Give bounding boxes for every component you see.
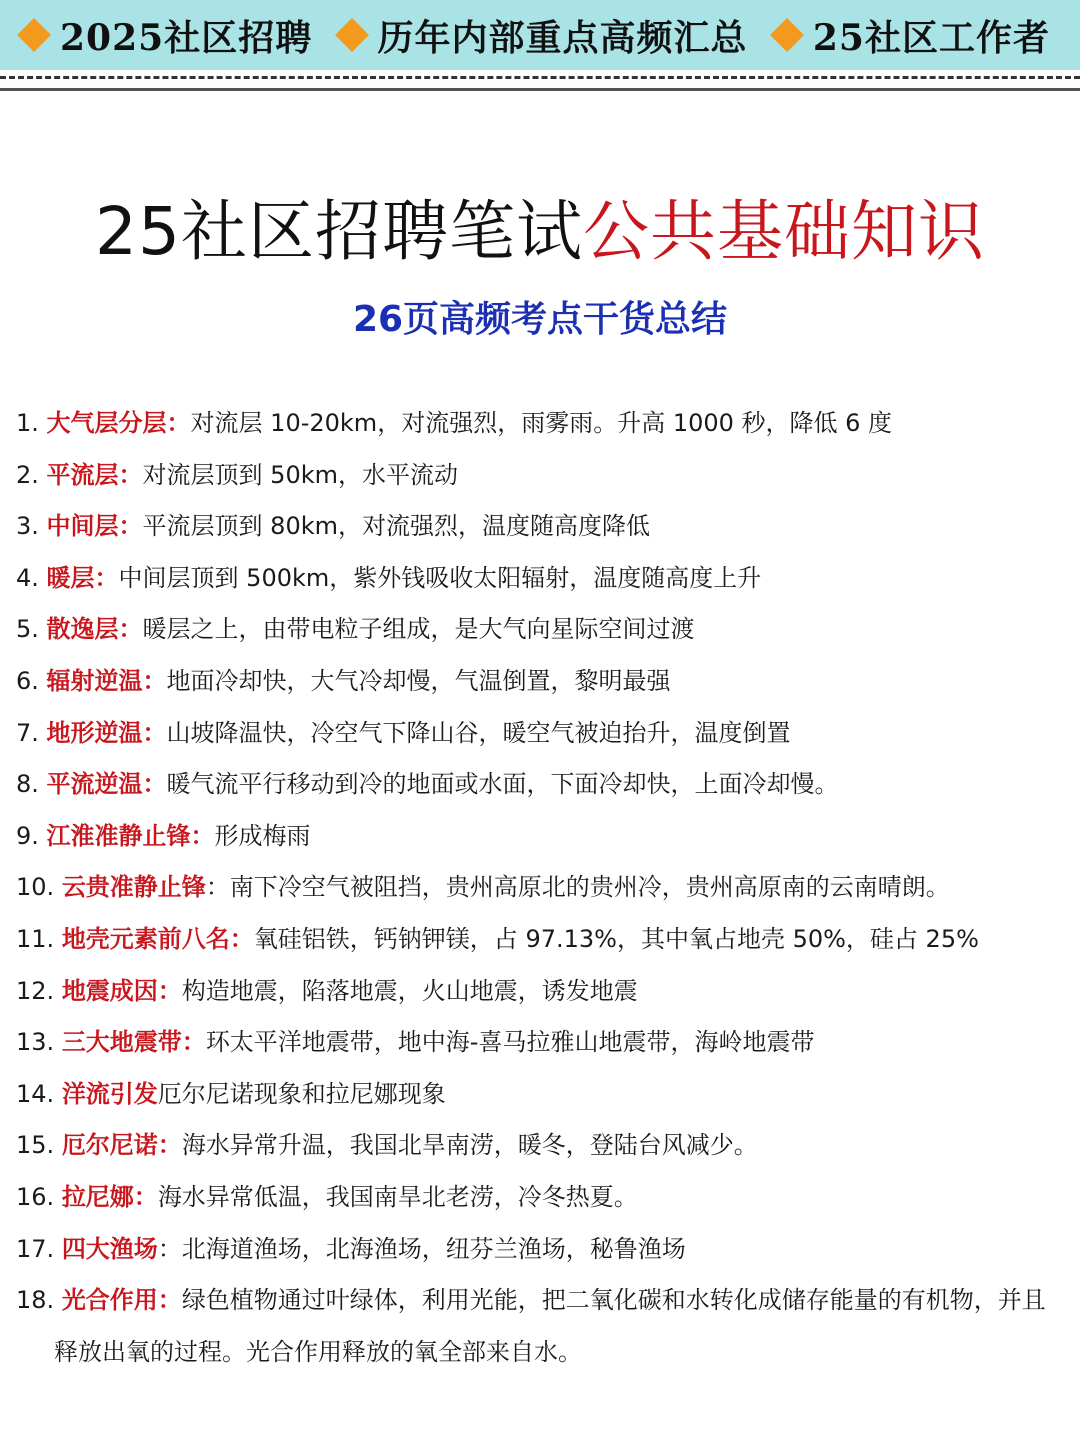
list-item: [16, 1120, 1066, 1172]
item-description: 对流层顶到 50km，水平流动: [142, 460, 458, 489]
list-item: [16, 966, 1066, 1018]
item-term: 光合作用：: [61, 1286, 182, 1315]
dashed-divider: [0, 76, 1080, 79]
item-description: 形成梅雨: [214, 821, 311, 850]
header-item-3: [769, 10, 1050, 61]
item-term: 平流层：: [46, 460, 143, 489]
item-term: 地形逆温：: [46, 718, 167, 747]
item-term: 散逸层：: [46, 615, 143, 644]
item-description: 中间层顶到 500km，紫外钱吸收太阳辐射，温度随高度上升: [118, 563, 762, 592]
list-item: [16, 708, 1066, 760]
list-item: [16, 1275, 1066, 1378]
header-item-text: 25社区工作者: [812, 16, 1050, 59]
item-term: 暖层：: [46, 563, 119, 592]
item-number: 5.: [16, 615, 39, 644]
item-term: 辐射逆温：: [46, 666, 167, 695]
list-item: [16, 862, 1066, 914]
item-term: 大气层分层：: [46, 409, 191, 437]
item-number: 14.: [16, 1079, 55, 1108]
header-item-2: [334, 10, 748, 61]
item-description: 暖层之上，由带电粒子组成，是大气向星际空间过渡: [142, 615, 695, 644]
item-term: 三大地震带：: [61, 1028, 206, 1057]
list-item: [16, 656, 1066, 708]
list-item: [16, 501, 1066, 553]
item-number: 6.: [16, 666, 39, 695]
header-item-1: [16, 10, 312, 61]
list-item: [16, 1069, 1066, 1121]
item-description: 海水异常升温，我国北旱南涝，暖冬，登陆台风减少。: [181, 1131, 758, 1160]
item-description: 绿色植物通过叶绿体，利用光能，把二氧化碳和水转化成储存能量的有机物，并且释放出氧的过程。光合作用释放的氧全部来自水。: [54, 1286, 1046, 1366]
diamond-icon: [770, 18, 804, 52]
item-term: 四大渔场: [61, 1234, 158, 1263]
item-number: 10.: [16, 873, 55, 902]
list-item: [16, 553, 1066, 605]
item-term: 厄尔尼诺：: [61, 1131, 182, 1160]
item-term: 中间层：: [46, 512, 143, 541]
item-description: 构造地震，陷落地震，火山地震，诱发地震: [181, 976, 638, 1005]
list-item: [16, 914, 1066, 966]
list-item: [16, 450, 1066, 502]
item-term: 江淮准静止锋：: [46, 821, 215, 850]
page-title: [0, 192, 1080, 272]
diamond-icon: [17, 18, 51, 52]
header-item-text: 历年内部重点高频汇总: [377, 16, 748, 59]
item-description: ：北海道渔场，北海渔场，纽芬兰渔场，秘鲁渔场: [157, 1234, 686, 1263]
item-term: 洋流引发: [61, 1079, 158, 1108]
item-description: 厄尔尼诺现象和拉尼娜现象: [157, 1079, 446, 1108]
item-number: 11.: [16, 924, 55, 953]
item-number: 12.: [16, 976, 55, 1005]
list-item: [16, 811, 1066, 863]
item-term: 平流逆温：: [46, 770, 167, 799]
list-item: [16, 398, 1066, 450]
item-description: 氧硅铝铁，钙钠钾镁，占 97.13%，其中氧占地壳 50%，硅占 25%: [253, 924, 979, 953]
item-term: 地震成因：: [61, 976, 182, 1005]
item-description: 山坡降温快，冷空气下降山谷，暖空气被迫抬升，温度倒置: [166, 718, 791, 747]
list-item: [16, 1172, 1066, 1224]
item-description: 地面冷却快，大气冷却慢，气温倒置，黎明最强: [166, 666, 671, 695]
item-description: ：南下冷空气被阻挡，贵州高原北的贵州冷，贵州高原南的云南晴朗。: [205, 873, 950, 902]
item-description: 暖气流平行移动到冷的地面或水面，下面冷却快，上面冷却慢。: [166, 770, 839, 799]
item-description: 环太平洋地震带，地中海-喜马拉雅山地震带，海岭地震带: [205, 1028, 815, 1057]
item-number: 7.: [16, 718, 39, 747]
solid-divider: [0, 88, 1080, 91]
list-item: [16, 604, 1066, 656]
item-number: 1.: [16, 409, 39, 437]
diamond-icon: [335, 18, 369, 52]
item-number: 13.: [16, 1028, 55, 1057]
item-term: 拉尼娜：: [61, 1182, 158, 1211]
item-number: 2.: [16, 460, 39, 489]
page-title-part1: 25社区招聘笔试: [95, 193, 583, 270]
item-description: 对流层 10-20km，对流强烈，雨雾雨。升高 1000 秒，降低 6 度: [190, 409, 893, 437]
item-number: 3.: [16, 512, 39, 541]
item-term: 云贵准静止锋: [61, 873, 206, 902]
item-number: 17.: [16, 1234, 55, 1263]
list-item: [16, 1017, 1066, 1069]
item-description: 平流层顶到 80km，对流强烈，温度随高度降低: [142, 512, 650, 541]
list-item: [16, 759, 1066, 811]
item-number: 15.: [16, 1131, 55, 1160]
list-item: [16, 1224, 1066, 1276]
item-number: 18.: [16, 1286, 55, 1315]
header-banner: [0, 0, 1080, 70]
header-item-text: 2025社区招聘: [60, 16, 313, 59]
item-term: 地壳元素前八名：: [61, 924, 254, 953]
knowledge-list: [16, 398, 1066, 1378]
item-number: 16.: [16, 1182, 55, 1211]
item-number: 4.: [16, 563, 39, 592]
item-number: 8.: [16, 770, 39, 799]
page-title-part2: 公共基础知识: [582, 193, 985, 270]
item-number: 9.: [16, 821, 39, 850]
page-subtitle: 26页高频考点干货总结: [352, 299, 728, 340]
item-description: 海水异常低温，我国南旱北老涝，冷冬热夏。: [157, 1182, 638, 1211]
